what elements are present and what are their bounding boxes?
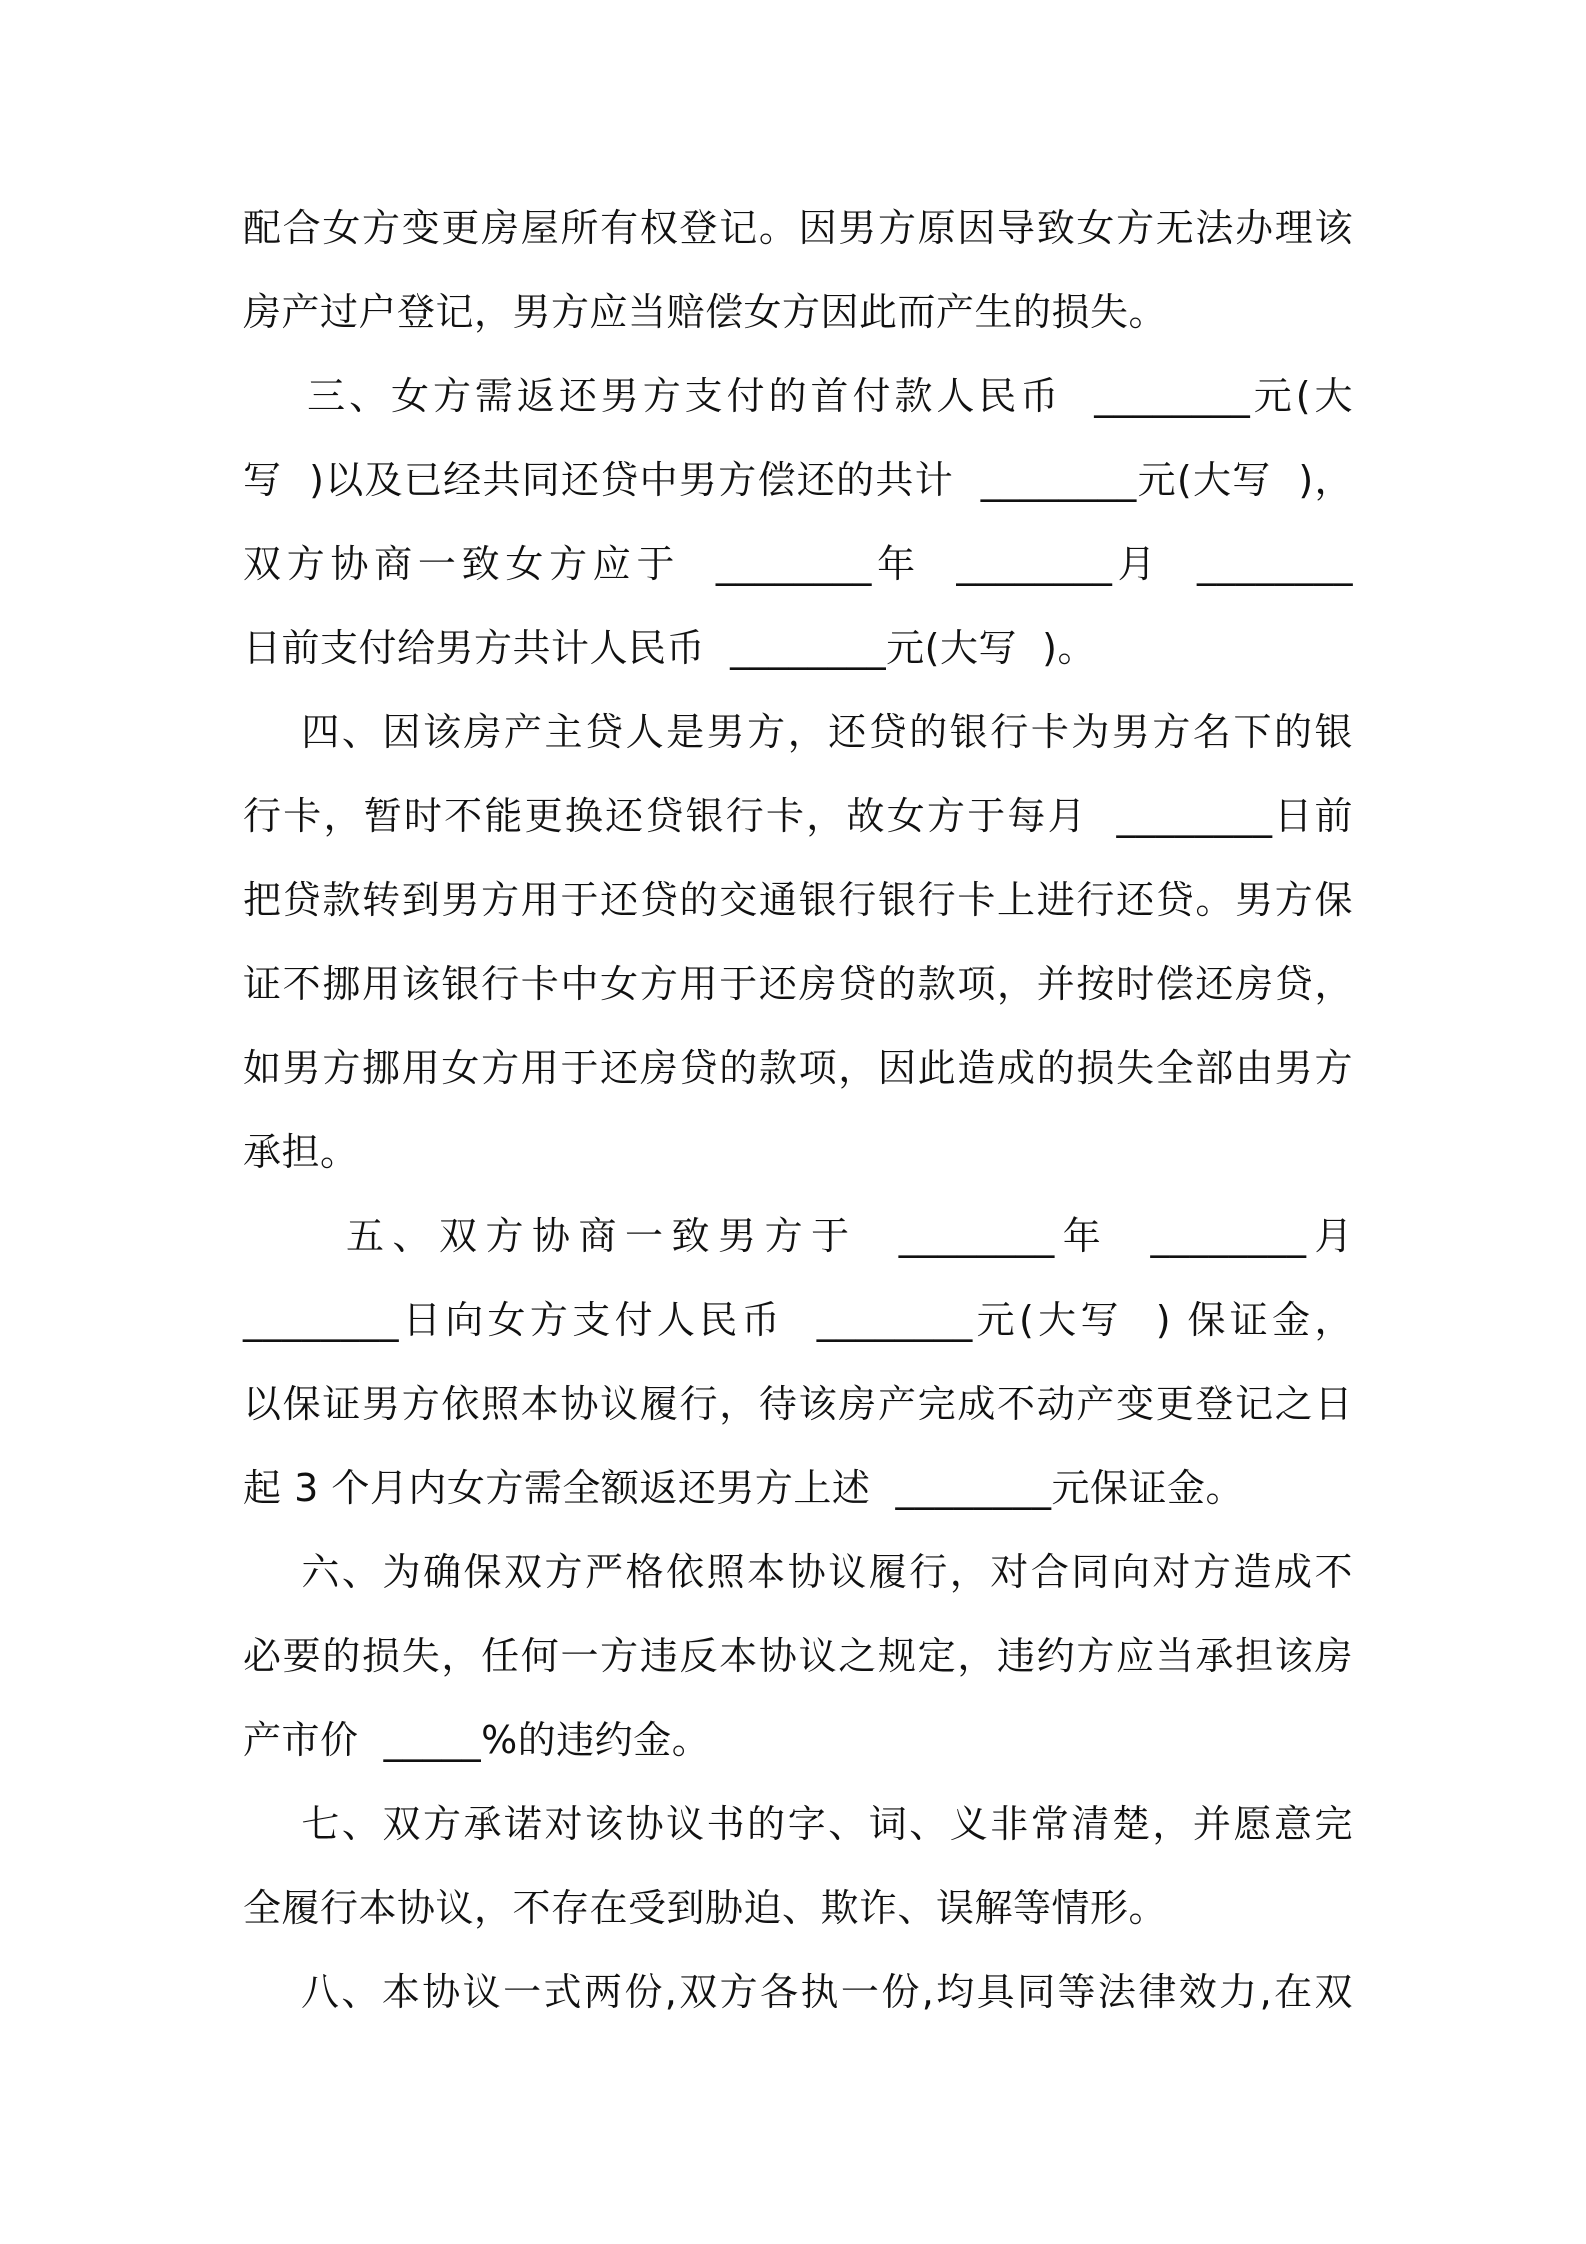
text-line: 证不挪用该银行卡中女方用于还房贷的款项，并按时偿还房贷，: [243, 962, 1353, 1006]
text-line: 配合女方变更房屋所有权登记。因男方原因导致女方无法办理该: [243, 206, 1353, 250]
text-line: 承担。: [243, 1130, 359, 1174]
text-line: 起 3 个月内女方需全额返还男方上述 ________元保证金。: [243, 1466, 1244, 1510]
text-line: 产市价 _____%的违约金。: [243, 1718, 711, 1762]
text-line: 全履行本协议，不存在受到胁迫、欺诈、误解等情形。: [243, 1886, 1168, 1930]
text-line: 写 )以及已经共同还贷中男方偿还的共计 ________元(大写 )，: [243, 458, 1353, 502]
text-line: 双方协商一致女方应于 ________年 ________月 ________: [243, 542, 1353, 586]
text-line: 四、因该房产主贷人是男方，还贷的银行卡为男方名下的银: [243, 710, 1353, 754]
document-page: [243, 186, 1353, 2034]
text-line: 八、本协议一式两份,双方各执一份,均具同等法律效力,在双: [243, 1970, 1353, 2014]
text-line: 六、为确保双方严格依照本协议履行，对合同向对方造成不: [243, 1550, 1353, 1594]
text-line: 以保证男方依照本协议履行，待该房产完成不动产变更登记之日: [243, 1382, 1353, 1426]
text-line: 如男方挪用女方用于还房贷的款项，因此造成的损失全部由男方: [243, 1046, 1353, 1090]
text-line: ________日向女方支付人民币 ________元(大写 ) 保证金，: [243, 1298, 1353, 1342]
text-line: 日前支付给男方共计人民币 ________元(大写 )。: [243, 626, 1096, 670]
text-line: 必要的损失，任何一方违反本协议之规定，违约方应当承担该房: [243, 1634, 1353, 1678]
text-line: 行卡，暂时不能更换还贷银行卡，故女方于每月 ________日前: [243, 794, 1353, 838]
text-line: 三、女方需返还男方支付的首付款人民币 ________元(大: [243, 374, 1353, 418]
text-line: 七、双方承诺对该协议书的字、词、义非常清楚，并愿意完: [243, 1802, 1353, 1846]
text-line: 五、双方协商一致男方于 ________年 ________月: [243, 1214, 1353, 1258]
text-line: 房产过户登记，男方应当赔偿女方因此而产生的损失。: [243, 290, 1168, 334]
text-line: 把贷款转到男方用于还贷的交通银行银行卡上进行还贷。男方保: [243, 878, 1353, 922]
